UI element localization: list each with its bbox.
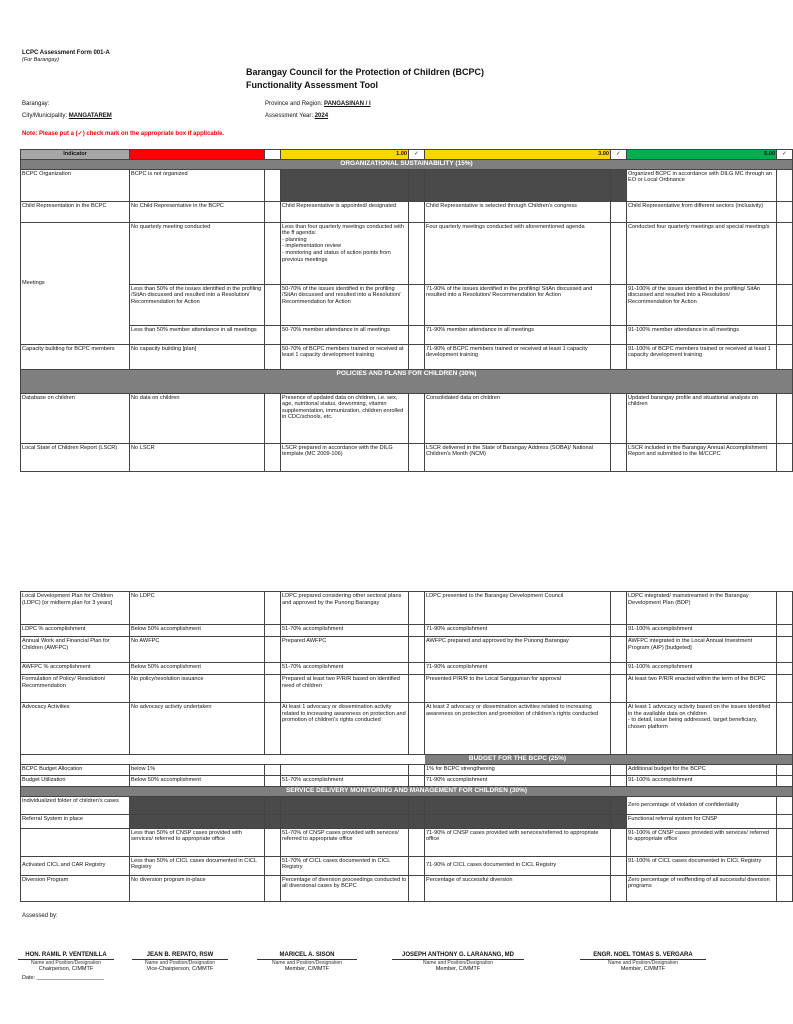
year-field: [265, 113, 328, 120]
criteria-cell: Zero percentage of reoffending of all successful diversion programs: [627, 875, 777, 901]
blank-cell: [130, 796, 265, 814]
check-cell[interactable]: [409, 764, 425, 775]
signatory-name: JOSEPH ANTHONY G. LARANANG, MD: [401, 952, 514, 958]
criteria-cell: Less than 50% of the issues identified in the profiling /SitAn discussed and resulted into a Resolution/ Recommendation for Action: [130, 284, 265, 325]
table-row: [21, 625, 793, 637]
blank-cell: [425, 814, 611, 828]
check-cell[interactable]: [409, 875, 425, 901]
section-header: BUDGET FOR THE BCPC (25%): [425, 755, 611, 765]
criteria-cell: 1% for BCPC strengthening: [425, 764, 611, 775]
criteria-cell: No Child Representative in the BCPC: [130, 201, 265, 222]
indicator-cell: Database on children: [21, 393, 130, 443]
check-cell[interactable]: [611, 663, 627, 675]
criteria-cell: 91-100% member attendance in all meetings: [627, 325, 777, 344]
criteria-cell: No LDPC: [130, 592, 265, 625]
indicator-cell: [21, 828, 130, 856]
check-cell[interactable]: [611, 625, 627, 637]
criteria-cell: Below 50% accomplishment: [130, 775, 265, 786]
check-cell[interactable]: [777, 443, 793, 471]
check-cell[interactable]: [265, 393, 281, 443]
blank-cell: [130, 814, 265, 828]
signatory-caption: Name and Position/Designation: [257, 959, 357, 966]
blank-cell: [281, 169, 409, 201]
table-row: [21, 443, 793, 471]
blank-cell: [425, 796, 611, 814]
check-cell[interactable]: [611, 344, 627, 369]
check-cell[interactable]: [265, 675, 281, 703]
table-row: [21, 764, 793, 775]
check-cell[interactable]: [265, 764, 281, 775]
criteria-cell: 91-100% of the issues identified in the profiling/ SitAn discussed and resulted into a Resolution/ Recommendation for Action: [627, 284, 777, 325]
indicator-cell: BCPC Organization: [21, 169, 130, 201]
year-label: Assessment Year:: [265, 113, 314, 119]
criteria-cell: 71-90% of the issues identified in the profiling/ SitAn discussed and resulted into a Resolution/ Recommendation for Action: [425, 284, 611, 325]
check-cell[interactable]: [611, 875, 627, 901]
check-cell[interactable]: [611, 856, 627, 875]
criteria-cell: AWFPC prepared and approved by the Punong Barangay: [425, 637, 611, 663]
criteria-cell: LDPC presented to the Barangay Development Council: [425, 592, 611, 625]
check-cell[interactable]: [265, 443, 281, 471]
check-cell[interactable]: [777, 796, 793, 814]
criteria-cell: 71-90% accomplishment: [425, 775, 611, 786]
date-field[interactable]: Date: ______________________: [22, 975, 104, 981]
criteria-cell: Consolidated data on children: [425, 393, 611, 443]
check-cell[interactable]: [409, 637, 425, 663]
check-cell[interactable]: [409, 675, 425, 703]
check-cell[interactable]: [409, 344, 425, 369]
check-cell[interactable]: [265, 775, 281, 786]
check-cell-2[interactable]: ✓: [409, 150, 425, 160]
criteria-cell: 71-90% accomplishment: [425, 663, 611, 675]
criteria-cell: 50-70% of the issues identified in the profiling /SitAn discussed and resulted into a Resolution/ Recommendation for Action: [281, 284, 409, 325]
criteria-cell: 51-70% of CNSP cases provided with services/ referred to appropriate office: [281, 828, 409, 856]
table-row: [21, 393, 793, 443]
criteria-cell: 51-70% of CICL cases documented in CICL Registry: [281, 856, 409, 875]
blank-cell: [611, 796, 627, 814]
criteria-cell: No diversion program in-place: [130, 875, 265, 901]
check-cell[interactable]: [777, 201, 793, 222]
check-cell[interactable]: [611, 675, 627, 703]
criteria-cell: Presented P/R/R to the Local Sanggunian for approval: [425, 675, 611, 703]
criteria-cell: LSCR delivered in the State of Barangay Address (SOBA)/ National Children's Month (NCM): [425, 443, 611, 471]
check-cell[interactable]: [265, 828, 281, 856]
criteria-cell: Less than four quarterly meetings conducted with the ff agenda: - planning - implementation review - monitoring and status of action points from previous meetings: [281, 222, 409, 284]
criteria-cell: No quarterly meeting conducted: [130, 222, 265, 284]
blank-cell: [409, 169, 425, 201]
check-cell[interactable]: [265, 169, 281, 201]
check-cell[interactable]: [611, 393, 627, 443]
indicator-cell: Activated CICL and CAR Registry: [21, 856, 130, 875]
page-subtitle: Functionality Assessment Tool: [246, 80, 379, 90]
criteria-cell: Conducted four quarterly meetings and special meeting/s: [627, 222, 777, 284]
check-cell[interactable]: [611, 325, 627, 344]
table-row: [21, 828, 793, 856]
signatory-block: [580, 952, 706, 972]
city-value: MANGATAREM: [68, 113, 112, 119]
check-cell[interactable]: [409, 393, 425, 443]
criteria-cell: 50-70% of BCPC members trained or received at least 1 capacity development training: [281, 344, 409, 369]
check-cell[interactable]: [777, 814, 793, 828]
table-row: [21, 201, 793, 222]
check-cell[interactable]: [777, 856, 793, 875]
criteria-cell: Prepared at least two P/R/R based on identified need of children: [281, 675, 409, 703]
criteria-cell: At least 1 advocacy activity based on the issues identified in the available data on children - to detail, issue being addressed, target beneficiary, chosen platform: [627, 703, 777, 755]
check-cell[interactable]: [777, 764, 793, 775]
criteria-cell: Less than 50% member attendance in all meetings: [130, 325, 265, 344]
criteria-cell: 71-90% member attendance in all meetings: [425, 325, 611, 344]
criteria-cell: Child Representative is selected through Children's congress: [425, 201, 611, 222]
province-field: [265, 101, 371, 108]
criteria-cell: No advocacy activity undertaken: [130, 703, 265, 755]
indicator-cell: Budget Utilization: [21, 775, 130, 786]
score-5-label: 5.00: [627, 150, 777, 160]
check-cell[interactable]: [611, 201, 627, 222]
signatory-block: [257, 952, 357, 972]
check-cell[interactable]: [777, 325, 793, 344]
indicator-cell: BCPC Budget Allocation: [21, 764, 130, 775]
check-cell[interactable]: [777, 828, 793, 856]
table-row: [21, 703, 793, 755]
signatory-role: Vice-Chairperson, C/MMTF: [146, 966, 214, 972]
signatory-caption: Name and Position/Designation: [18, 959, 114, 966]
criteria-cell: 71-90% accomplishment: [425, 625, 611, 637]
check-cell[interactable]: [611, 764, 627, 775]
assessment-table-part1: [20, 149, 793, 472]
check-cell[interactable]: [265, 875, 281, 901]
signatory-name: HON. RAMIL P. VENTENILLA: [25, 952, 107, 958]
check-cell[interactable]: [265, 222, 281, 284]
criteria-cell: 51-70% accomplishment: [281, 775, 409, 786]
check-cell[interactable]: [265, 703, 281, 755]
check-cell[interactable]: [265, 344, 281, 369]
blank-cell: [611, 814, 627, 828]
check-cell[interactable]: [265, 663, 281, 675]
blank-cell: [21, 755, 425, 765]
blank-cell: [409, 796, 425, 814]
criteria-cell: Prepared AWFPC: [281, 637, 409, 663]
table-row: [21, 814, 793, 828]
criteria-cell: 91-100% of CNSP cases provided with services/ referred to appropriate office: [627, 828, 777, 856]
check-cell[interactable]: [777, 344, 793, 369]
criteria-cell: No data on children: [130, 393, 265, 443]
criteria-cell: 50-70% member attendance in all meetings: [281, 325, 409, 344]
check-cell[interactable]: [777, 393, 793, 443]
criteria-cell: 91-100% of CICL cases documented in CICL Registry: [627, 856, 777, 875]
check-cell[interactable]: [265, 856, 281, 875]
check-cell[interactable]: [611, 828, 627, 856]
criteria-cell: No AWFPC: [130, 637, 265, 663]
criteria-cell: AWFPC integrated in the Local Annual Investment Program (AIP) [budgeted]: [627, 637, 777, 663]
criteria-cell: No capacity building [plan]: [130, 344, 265, 369]
check-cell[interactable]: [409, 325, 425, 344]
criteria-cell: Less than 50% of CICL cases documented in CICL Registry: [130, 856, 265, 875]
blank-cell: [265, 814, 281, 828]
province-value: PANGASINAN / I: [324, 101, 371, 107]
check-cell[interactable]: [611, 592, 627, 625]
criteria-cell: Less than 50% of CNSP cases provided with services/ referred to appropriate office: [130, 828, 265, 856]
check-cell[interactable]: [777, 169, 793, 201]
check-cell[interactable]: [611, 284, 627, 325]
signatory-block: [132, 952, 228, 972]
table-row: [21, 344, 793, 369]
signatory-role: Member, C/MMTF: [435, 966, 481, 972]
check-cell[interactable]: [611, 222, 627, 284]
check-cell[interactable]: [611, 443, 627, 471]
blank-cell: [265, 796, 281, 814]
criteria-cell: No policy/resolution issuance: [130, 675, 265, 703]
indicator-cell: LDPC % accomplishment: [21, 625, 130, 637]
year-value: 2024: [314, 113, 329, 119]
criteria-cell: Percentage of diversion proceedings conducted to all diversional cases by BCPC: [281, 875, 409, 901]
criteria-cell: LSCR prepared in accordance with the DILG template (MC 2009-106): [281, 443, 409, 471]
check-cell-3[interactable]: ✓: [611, 150, 627, 160]
criteria-cell: No LSCR: [130, 443, 265, 471]
city-label: City/Municipality:: [22, 113, 68, 119]
check-cell[interactable]: [777, 625, 793, 637]
check-cell[interactable]: [409, 828, 425, 856]
blank-cell: [611, 169, 627, 201]
signatory-name: ENGR. NOEL TOMAS S. VERGARA: [593, 952, 693, 958]
check-cell[interactable]: [265, 284, 281, 325]
check-cell[interactable]: [611, 775, 627, 786]
check-cell[interactable]: [409, 703, 425, 755]
signatory-role: Member, C/MMTF: [620, 966, 666, 972]
indicator-cell: Formulation of Policy/ Resolution/ Recommendation: [21, 675, 130, 703]
check-cell[interactable]: [265, 325, 281, 344]
check-cell[interactable]: [777, 284, 793, 325]
signatory-block: [18, 952, 114, 972]
criteria-cell: 51-70% accomplishment: [281, 663, 409, 675]
check-cell[interactable]: [777, 703, 793, 755]
section-header: SERVICE DELIVERY MONITORING AND MANAGEMENT FOR CHILDREN (30%): [21, 786, 793, 796]
check-cell[interactable]: [409, 856, 425, 875]
check-cell-1[interactable]: [265, 150, 281, 160]
criteria-cell: Organized BCPC in accordance with DILG MC through an EO or Local Ordinance: [627, 169, 777, 201]
instruction-note: Note: Please put a (✓) check mark on the appropriate box if applicable.: [22, 131, 225, 137]
criteria-cell: At least 2 advocacy or dissemination activities related to increasing awareness on protection and promotion of children's rights conducted: [425, 703, 611, 755]
score-1-color: [130, 150, 265, 160]
blank-cell: [281, 814, 409, 828]
indicator-cell: Diversion Program: [21, 875, 130, 901]
check-cell[interactable]: [265, 592, 281, 625]
section-header: ORGANIZATIONAL SUSTAINABILITY (15%): [21, 159, 793, 169]
criteria-cell: 71-90% of CICL cases documented in CICL Registry: [425, 856, 611, 875]
criteria-cell: Child Representative is appointed/ designated: [281, 201, 409, 222]
check-cell[interactable]: [409, 625, 425, 637]
check-cell[interactable]: [777, 637, 793, 663]
check-cell-4[interactable]: ✓: [777, 150, 793, 160]
check-cell[interactable]: [409, 284, 425, 325]
indicator-cell: Capacity building for BCPC members: [21, 344, 130, 369]
check-cell[interactable]: [265, 201, 281, 222]
criteria-cell: At least two P/R/R enacted within the term of the BCPC: [627, 675, 777, 703]
criteria-cell: 71-90% of CNSP cases provided with services/referred to appropriate office: [425, 828, 611, 856]
criteria-cell: At least 1 advocacy or dissemination activity related to increasing awareness on protection and promotion of children's rights conducted: [281, 703, 409, 755]
criteria-cell: LDPC integrated/ mainstreamed in the Barangay Development Plan (BDP): [627, 592, 777, 625]
criteria-cell: Below 50% accomplishment: [130, 663, 265, 675]
indicator-cell: AWFPC % accomplishment: [21, 663, 130, 675]
check-cell[interactable]: [409, 443, 425, 471]
form-id: LCPC Assessment Form 001-A: [22, 50, 110, 56]
table-row: [21, 222, 793, 284]
check-cell[interactable]: [777, 222, 793, 284]
city-field: [22, 113, 112, 120]
blank-cell: [281, 796, 409, 814]
blank-cell: [409, 814, 425, 828]
check-cell[interactable]: [777, 663, 793, 675]
table-row: [21, 775, 793, 786]
check-cell[interactable]: [777, 675, 793, 703]
criteria-cell: below 1%: [130, 764, 265, 775]
signatory-block: [392, 952, 524, 972]
criteria-cell: LDPC prepared considering other sectoral plans and approved by the Punong Barangay: [281, 592, 409, 625]
check-cell[interactable]: [777, 875, 793, 901]
indicator-cell: Referral System in place: [21, 814, 130, 828]
check-cell[interactable]: [265, 637, 281, 663]
indicator-header: Indicator: [21, 150, 130, 160]
criteria-cell: 71-90% of BCPC members trained or received at least 1 capacity development training: [425, 344, 611, 369]
indicator-cell: Local Development Plan for Children (LDPC) [or midterm plan for 3 years]: [21, 592, 130, 625]
criteria-cell: LSCR included in the Barangay Annual Accomplishment Report and submitted to the M/CCPC: [627, 443, 777, 471]
page-title: Barangay Council for the Protection of Children (BCPC): [246, 67, 485, 77]
criteria-cell: Updated barangay profile and situational analysis on children: [627, 393, 777, 443]
check-cell[interactable]: [777, 775, 793, 786]
check-cell[interactable]: [611, 703, 627, 755]
table-row: [21, 675, 793, 703]
criteria-cell: Child Representative from different sectors (inclusivity): [627, 201, 777, 222]
check-cell[interactable]: [409, 201, 425, 222]
indicator-cell: Local State of Children Report (LSCR): [21, 443, 130, 471]
check-cell[interactable]: [265, 625, 281, 637]
form-scope: (For Barangay): [22, 57, 59, 63]
score-1-label: 1.00: [281, 150, 409, 160]
check-cell[interactable]: [409, 775, 425, 786]
province-label: Province and Region:: [265, 101, 323, 107]
criteria-cell: 91-100% accomplishment: [627, 663, 777, 675]
table-row: [21, 796, 793, 814]
signatory-name: MARICEL A. SISON: [279, 952, 335, 958]
table-row: [21, 637, 793, 663]
assessment-table-part2: [20, 591, 793, 902]
barangay-label: Barangay:: [22, 101, 50, 107]
table-row: [21, 875, 793, 901]
indicator-cell: Annual Work and Financial Plan for Children (AWFPC): [21, 637, 130, 663]
blank-cell: [611, 755, 793, 765]
signatory-caption: Name and Position/Designation: [392, 959, 524, 966]
indicator-cell: Advocacy Activities: [21, 703, 130, 755]
criteria-cell: 91-100% accomplishment: [627, 775, 777, 786]
criteria-cell: BCPC is not organized: [130, 169, 265, 201]
signatory-caption: Name and Position/Designation: [132, 959, 228, 966]
indicator-cell: Child Representation in the BCPC: [21, 201, 130, 222]
criteria-cell: 51-70% accomplishment: [281, 625, 409, 637]
check-cell[interactable]: [409, 663, 425, 675]
criteria-cell: 91-100% accomplishment: [627, 625, 777, 637]
criteria-cell: Percentage of successful diversion: [425, 875, 611, 901]
signatory-role: Member, C/MMTF: [284, 966, 330, 972]
score-3-label: 3.00: [425, 150, 611, 160]
criteria-cell: 91-100% of BCPC members trained or received at least 1 capacity development training: [627, 344, 777, 369]
criteria-cell: Zero percentage of violation of confidentiality: [627, 796, 777, 814]
criteria-cell: Additional budget for the BCPC: [627, 764, 777, 775]
assessed-by-label: Assessed by:: [22, 913, 58, 919]
blank-cell: [281, 764, 409, 775]
check-cell[interactable]: [611, 637, 627, 663]
signatory-caption: Name and Position/Designation: [580, 959, 706, 966]
indicator-cell: Meetings: [21, 222, 130, 344]
signatory-name: JEAN B. REPATO, RSW: [146, 952, 214, 958]
table-row: [21, 856, 793, 875]
table-row: [21, 169, 793, 201]
table-row: [21, 663, 793, 675]
table-row: [21, 592, 793, 625]
criteria-cell: Functional referral system for CNSP: [627, 814, 777, 828]
header-row: [21, 150, 793, 160]
blank-cell: [425, 169, 611, 201]
check-cell[interactable]: [409, 592, 425, 625]
check-cell[interactable]: [777, 592, 793, 625]
indicator-cell: Individualized folder of children's cases: [21, 796, 130, 814]
signatory-role: Chairperson, C/MMTF: [38, 966, 94, 972]
check-cell[interactable]: [409, 222, 425, 284]
criteria-cell: Below 50% accomplishment: [130, 625, 265, 637]
table-row: [21, 284, 793, 325]
criteria-cell: Four quarterly meetings conducted with aforementioned agenda: [425, 222, 611, 284]
table-row: [21, 325, 793, 344]
section-header: POLICIES AND PLANS FOR CHILDREN (30%): [21, 369, 793, 393]
criteria-cell: Presence of updated data on children, i.e. sex, age, nutritional status, deworming, vitamin supplementation, immunization, children enrolled in CDC/schools, etc.: [281, 393, 409, 443]
